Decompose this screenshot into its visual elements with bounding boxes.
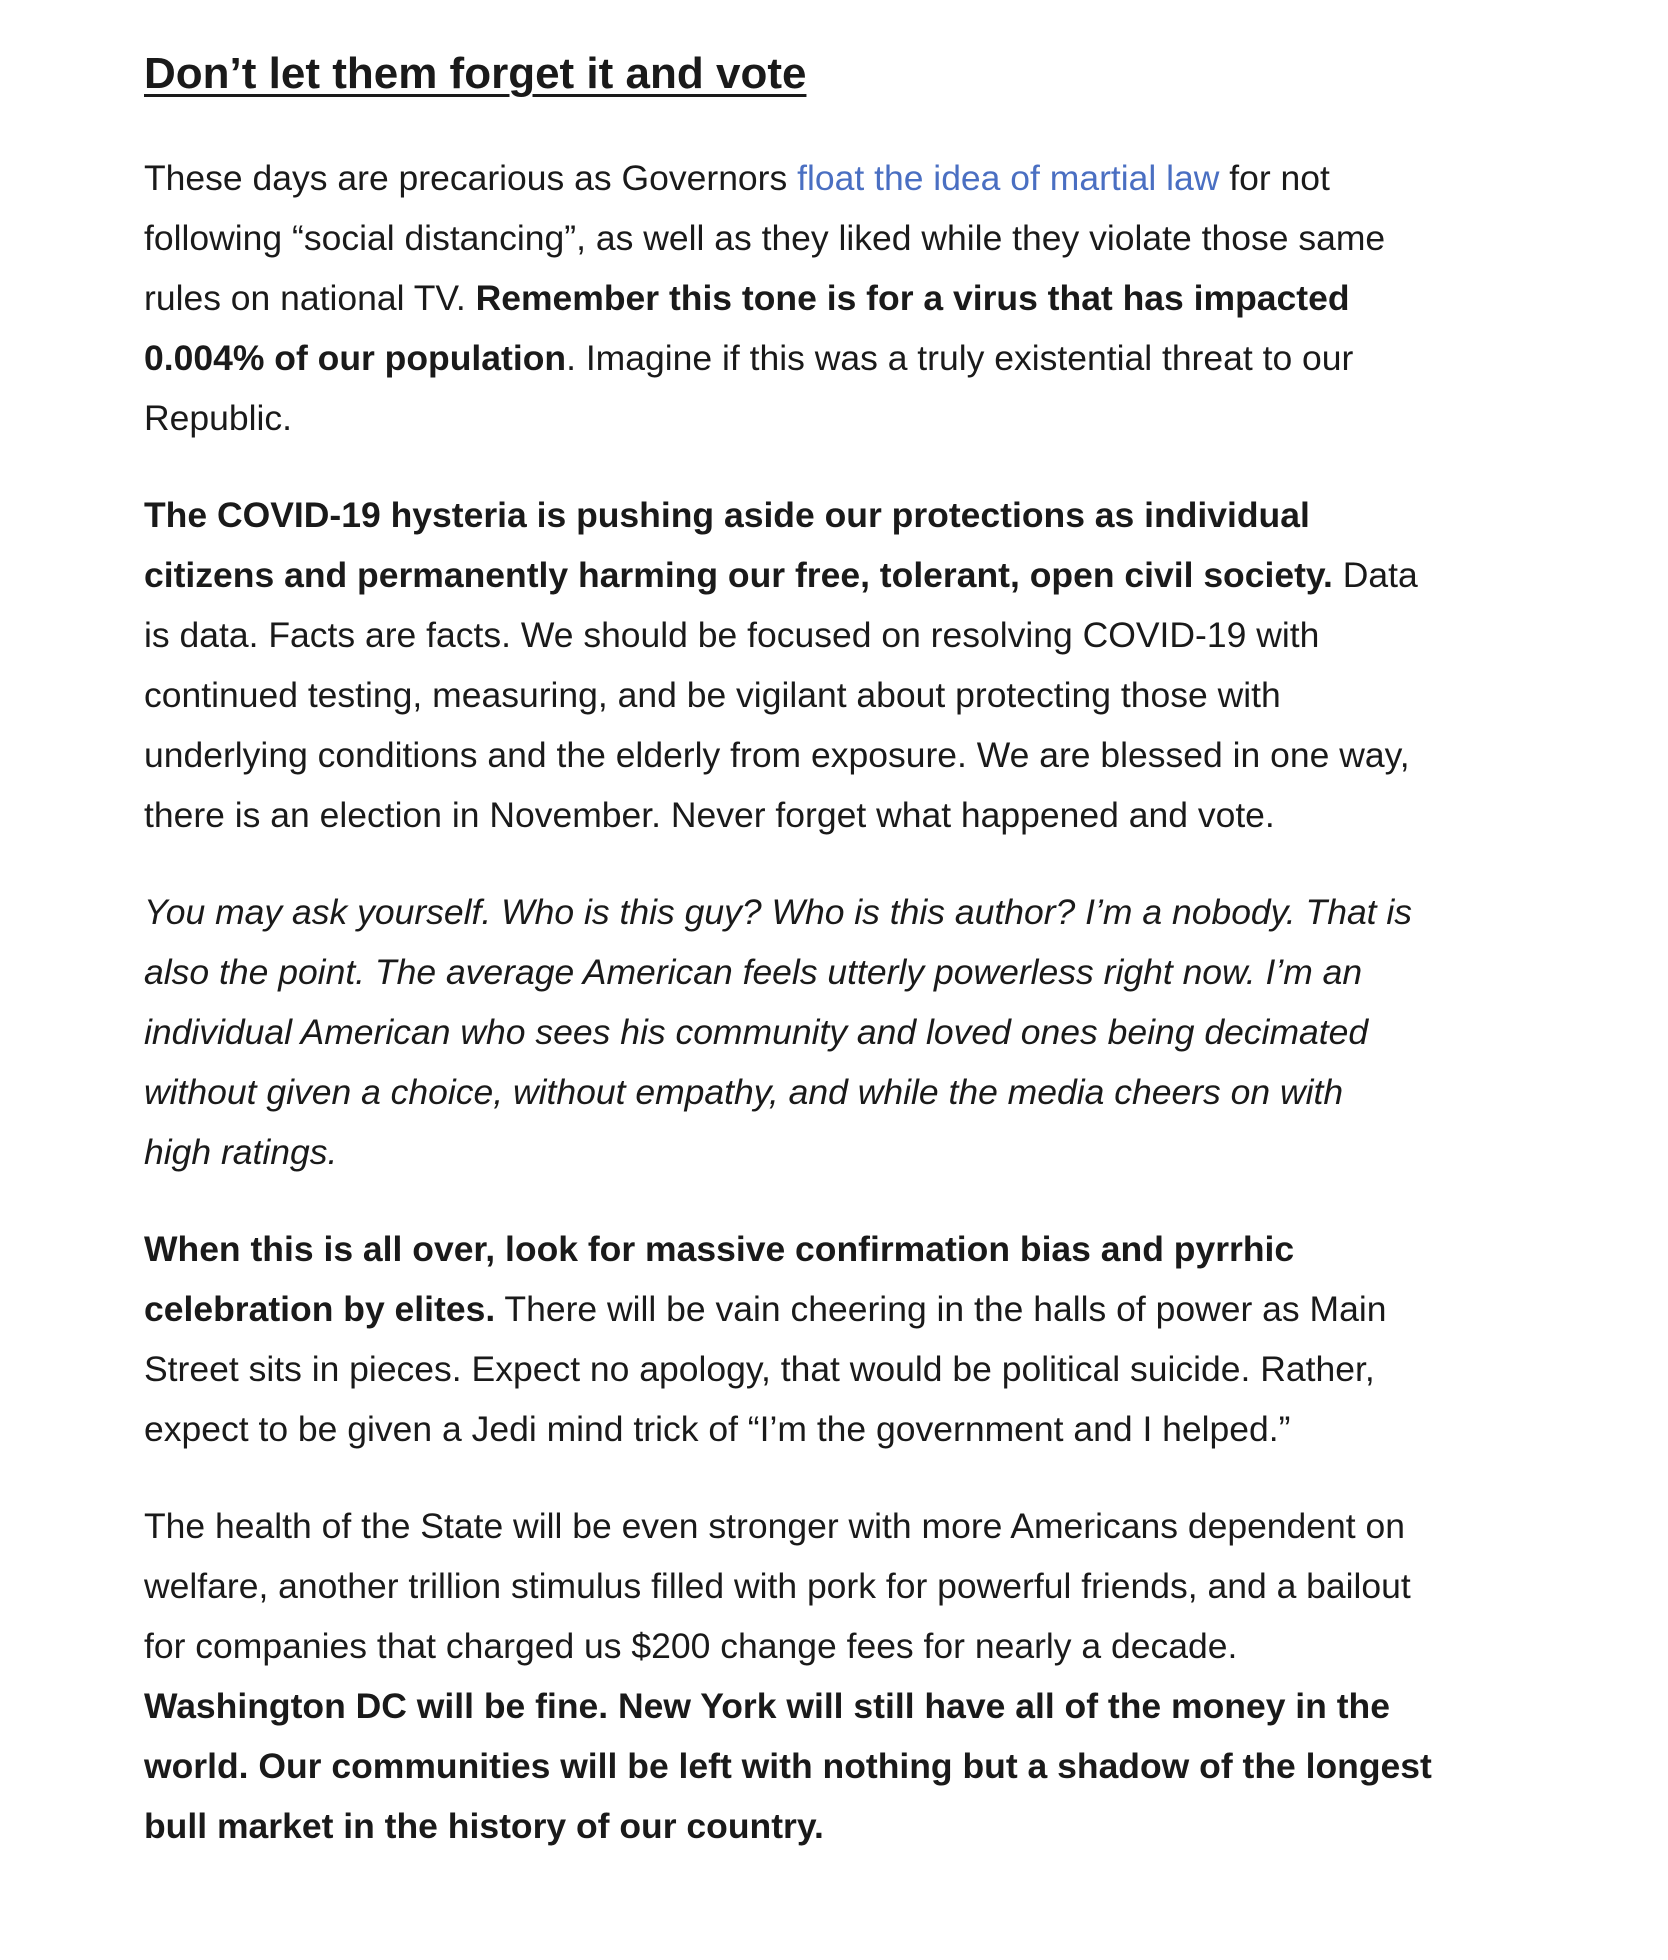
article bbox=[144, 44, 1544, 1893]
p1-text-6: Republic. bbox=[144, 398, 292, 438]
p4-text-3: expect to be given a Jedi mind trick of “I’m the government and I helped.” bbox=[144, 1409, 1291, 1449]
p4-text-1: There will be vain cheering in the halls of power as Main bbox=[495, 1289, 1387, 1329]
paragraph-3 bbox=[144, 882, 1544, 1182]
p1-bold-1: Remember this tone is for a virus that has impacted bbox=[475, 278, 1350, 318]
p1-text-5: . Imagine if this was a truly existential threat to our bbox=[566, 338, 1354, 378]
p4-text-2: Street sits in pieces. Expect no apology, that would be political suicide. Rather, bbox=[144, 1349, 1375, 1389]
p4-bold-2: celebration by elites. bbox=[144, 1289, 496, 1329]
p5-bold-3: bull market in the history of our country. bbox=[144, 1806, 824, 1846]
p1-text-1: These days are precarious as Governors bbox=[144, 158, 798, 198]
p5-bold-2: world. Our communities will be left with nothing but a shadow of the longest bbox=[144, 1746, 1432, 1786]
p1-text-3: following “social distancing”, as well as they liked while they violate those same bbox=[144, 218, 1386, 258]
p2-text-3: continued testing, measuring, and be vigilant about protecting those with bbox=[144, 675, 1281, 715]
p5-bold-1: Washington DC will be fine. New York will still have all of the money in the bbox=[144, 1686, 1390, 1726]
p3-line-2: also the point. The average American feels utterly powerless right now. I’m an bbox=[144, 952, 1363, 992]
paragraph-1 bbox=[144, 148, 1544, 448]
p3-line-3: individual American who sees his community and loved ones being decimated bbox=[144, 1012, 1369, 1052]
p4-bold-1: When this is all over, look for massive confirmation bias and pyrrhic bbox=[144, 1229, 1295, 1269]
article-heading: Don’t let them forget it and vote bbox=[144, 49, 807, 98]
p3-line-4: without given a choice, without empathy, and while the media cheers on with bbox=[144, 1072, 1344, 1112]
p1-bold-2: 0.004% of our population bbox=[144, 338, 567, 378]
martial-law-link[interactable]: float the idea of martial law bbox=[797, 158, 1220, 198]
p3-line-1: You may ask yourself. Who is this guy? Who is this author? I’m a nobody. That is bbox=[144, 892, 1413, 932]
p5-text-3: for companies that charged us $200 change fees for nearly a decade. bbox=[144, 1626, 1238, 1666]
p2-text-4: underlying conditions and the elderly from exposure. We are blessed in one way, bbox=[144, 735, 1410, 775]
p2-bold-2: citizens and permanently harming our free, tolerant, open civil society. bbox=[144, 555, 1333, 595]
p5-text-1: The health of the State will be even stronger with more Americans dependent on bbox=[144, 1506, 1405, 1546]
p2-text-1: Data bbox=[1332, 555, 1418, 595]
paragraph-4 bbox=[144, 1219, 1544, 1459]
p2-text-2: is data. Facts are facts. We should be focused on resolving COVID-19 with bbox=[144, 615, 1320, 655]
p2-text-5: there is an election in November. Never forget what happened and vote. bbox=[144, 795, 1275, 835]
p1-text-2: for not bbox=[1219, 158, 1330, 198]
p2-bold-1: The COVID-19 hysteria is pushing aside our protections as individual bbox=[144, 495, 1310, 535]
p1-text-4: rules on national TV. bbox=[144, 278, 476, 318]
p3-line-5: high ratings. bbox=[144, 1132, 338, 1172]
p5-text-2: welfare, another trillion stimulus filled with pork for powerful friends, and a bailout bbox=[144, 1566, 1411, 1606]
paragraph-2 bbox=[144, 485, 1544, 845]
paragraph-5 bbox=[144, 1496, 1544, 1856]
